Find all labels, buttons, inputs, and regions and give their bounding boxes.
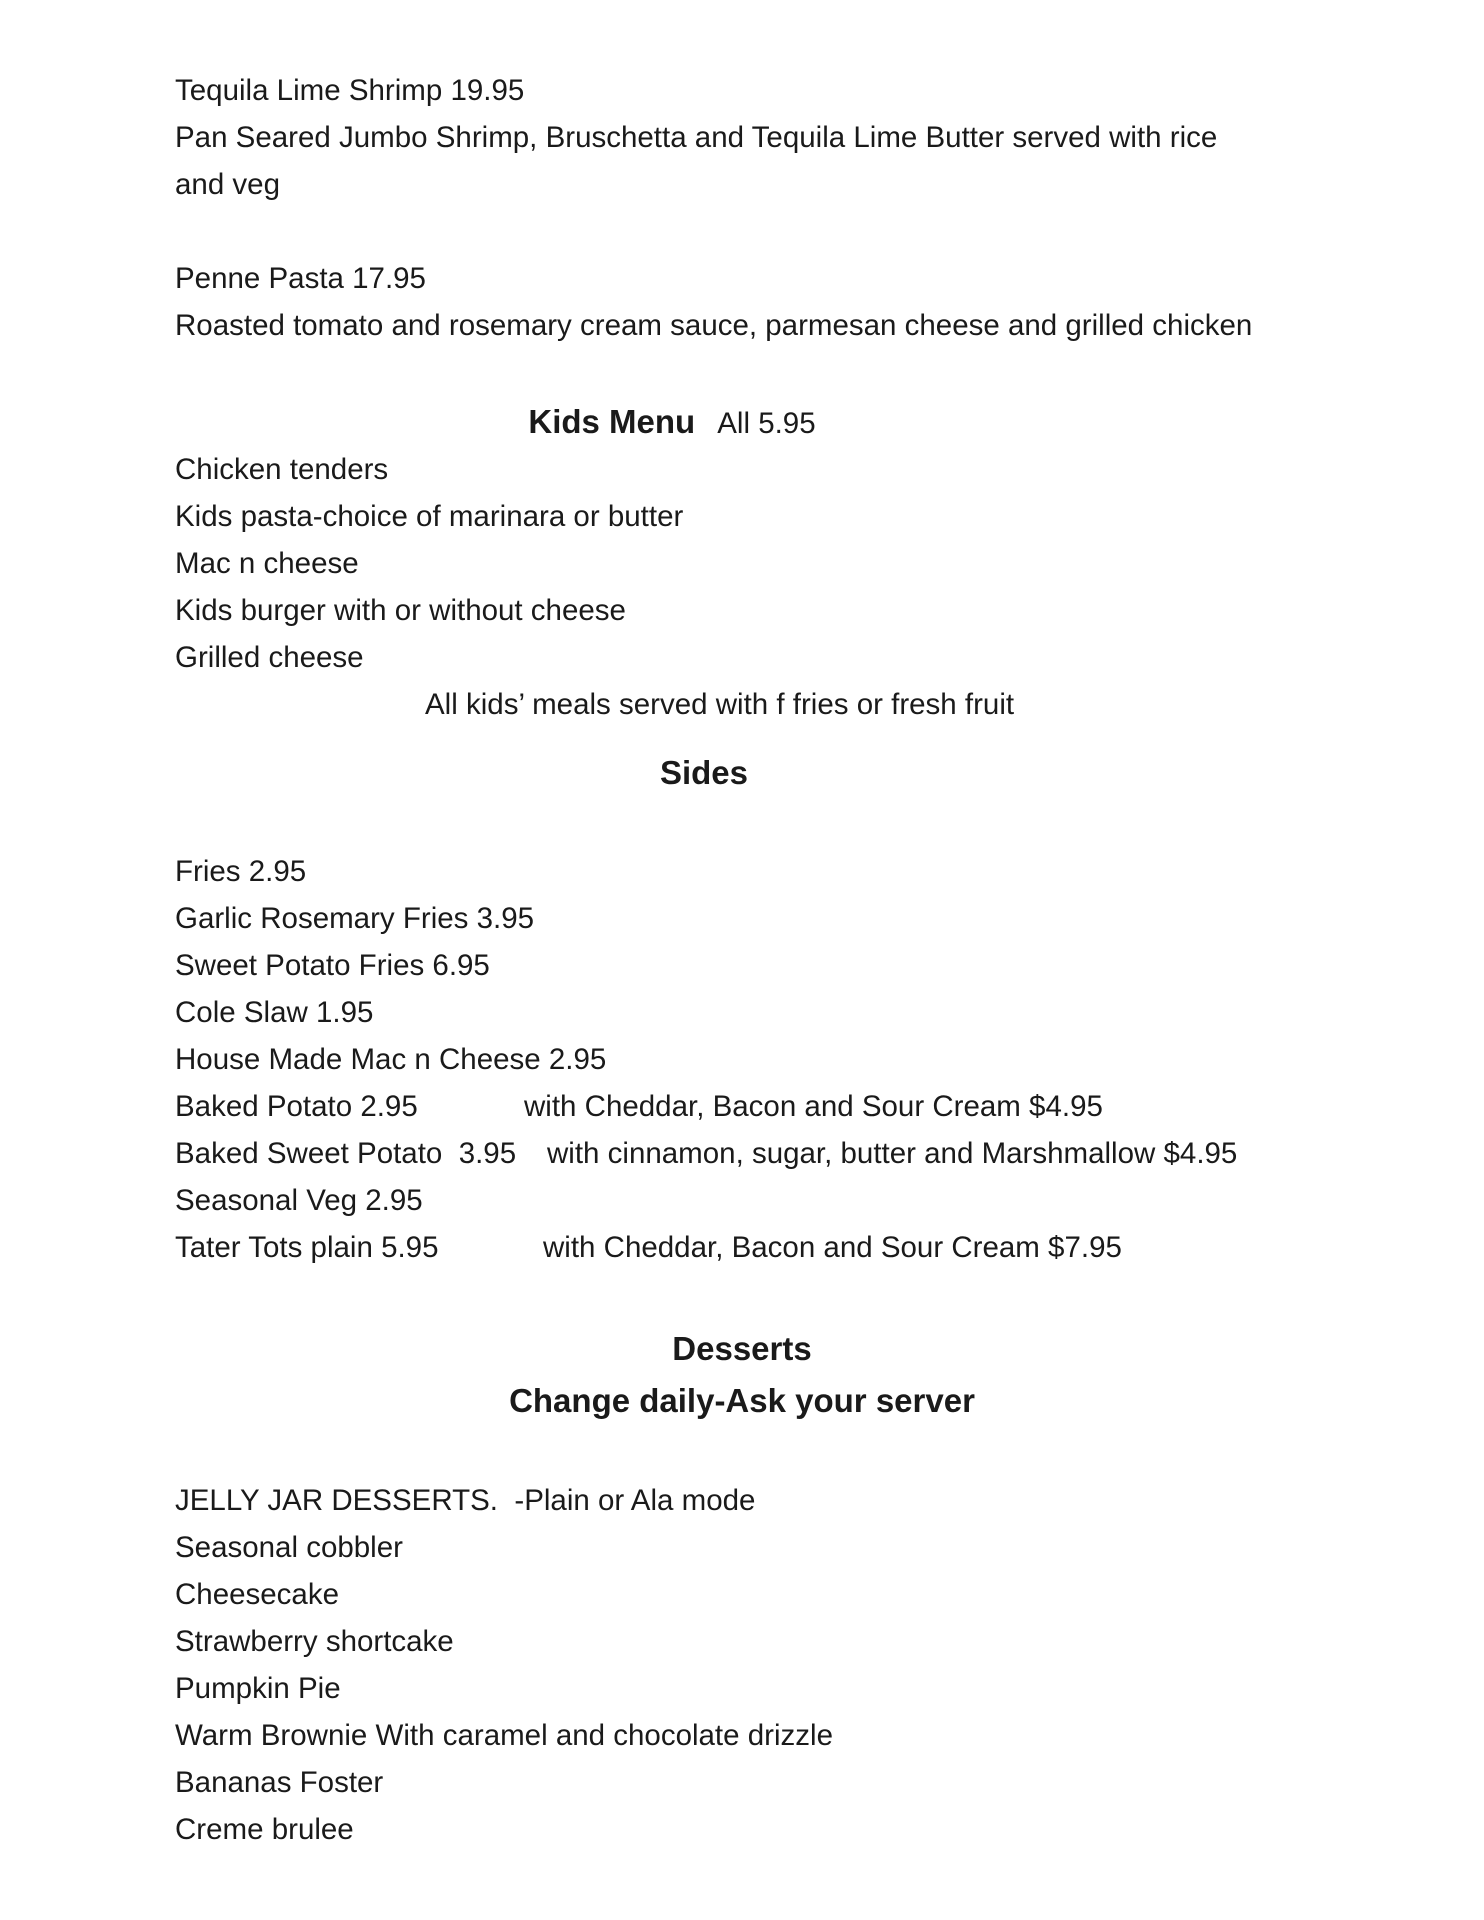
side-item-upgrade: with Cheddar, Bacon and Sour Cream $4.95 — [524, 1090, 1103, 1123]
kids-menu-item: Kids pasta-choice of marinara or butter — [175, 500, 684, 533]
kids-menu-item: Mac n cheese — [175, 547, 359, 580]
side-item: House Made Mac n Cheese 2.95 — [175, 1043, 607, 1076]
side-item: Baked Potato 2.95 — [175, 1090, 418, 1123]
dessert-item: JELLY JAR DESSERTS. -Plain or Ala mode — [175, 1484, 756, 1517]
entree-description: and veg — [175, 168, 280, 201]
kids-menu-heading-row — [0, 402, 1414, 444]
side-item: Cole Slaw 1.95 — [175, 996, 374, 1029]
side-item: Sweet Potato Fries 6.95 — [175, 949, 490, 982]
side-item: Garlic Rosemary Fries 3.95 — [175, 902, 535, 935]
side-item: Tater Tots plain 5.95 — [175, 1231, 439, 1264]
kids-menu-footnote: All kids’ meals served with f fries or fresh fruit — [425, 688, 1015, 721]
dessert-item: Pumpkin Pie — [175, 1672, 341, 1705]
kids-menu-item: Kids burger with or without cheese — [175, 594, 626, 627]
kids-menu-price-note: All 5.95 — [717, 407, 816, 440]
dessert-item: Cheesecake — [175, 1578, 339, 1611]
kids-menu-heading: Kids Menu — [528, 403, 696, 440]
sides-heading-row — [0, 753, 1446, 795]
dessert-item: Strawberry shortcake — [175, 1625, 454, 1658]
entree-description: Roasted tomato and rosemary cream sauce, parmesan cheese and grilled chicken — [175, 309, 1253, 342]
dessert-item: Creme brulee — [175, 1813, 354, 1846]
side-item: Fries 2.95 — [175, 855, 307, 888]
entree-description: Pan Seared Jumbo Shrimp, Bruschetta and Tequila Lime Butter served with rice — [175, 121, 1218, 154]
entree-title: Penne Pasta 17.95 — [175, 262, 426, 295]
dessert-item: Seasonal cobbler — [175, 1531, 403, 1564]
side-item-upgrade: with cinnamon, sugar, butter and Marshmallow $4.95 — [547, 1137, 1238, 1170]
dessert-item: Warm Brownie With caramel and chocolate drizzle — [175, 1719, 833, 1752]
desserts-heading: Desserts — [672, 1330, 812, 1367]
side-item-upgrade: with Cheddar, Bacon and Sour Cream $7.95 — [543, 1231, 1122, 1264]
kids-menu-item: Chicken tenders — [175, 453, 389, 486]
desserts-heading-row — [0, 1329, 1484, 1371]
entree-title: Tequila Lime Shrimp 19.95 — [175, 74, 525, 107]
kids-menu-item: Grilled cheese — [175, 641, 364, 674]
side-item: Seasonal Veg 2.95 — [175, 1184, 423, 1217]
desserts-subheading-row — [0, 1381, 1484, 1423]
dessert-item: Bananas Foster — [175, 1766, 384, 1799]
desserts-subheading: Change daily-Ask your server — [509, 1382, 975, 1419]
side-item: Baked Sweet Potato 3.95 — [175, 1137, 517, 1170]
sides-heading: Sides — [659, 754, 749, 791]
